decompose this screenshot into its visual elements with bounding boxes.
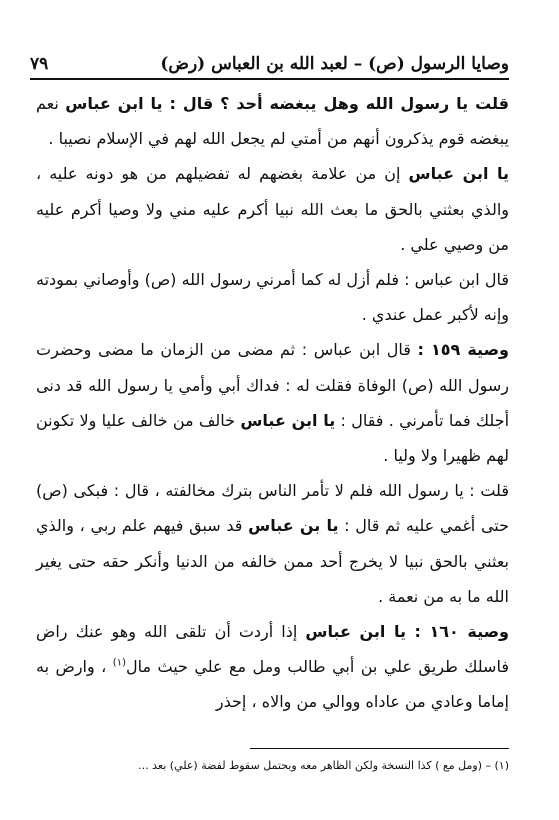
emphasis-text: وصية ١٥٩ : <box>417 340 509 360</box>
paragraph-text: قلت : يا رسول الله فلم لا تأمر الناس بترك مخالفته ، قال : فبكى (ص) حتى أغمي عليه ثم قال : <box>36 481 510 536</box>
page-header <box>30 44 509 74</box>
paragraph-text: خالف من خالف عليا ولا تكونن لهم ظهيرا ولا وليا . <box>36 410 509 466</box>
paragraph-text: نعم يبغضه قوم يذكرون أنهم من أمتي لم يجعل الله لهم في الإسلام نصيبا . <box>36 94 509 149</box>
emphasis-text: يا ابن عباس <box>65 94 163 113</box>
paragraph-text: قال ابن عباس : فلم أزل له كما أمرني رسول الله (ص) وأوصاني بمودته وإنه لأكبر عمل عندي . <box>36 270 509 325</box>
paragraph-text: قد سبق فيهم علم ربي ، والذي بعثني بالحق نبيا لا يخرج أحد ممن خالفه من الدنيا وأنكر حقه حتى يغير الله ما به من نعمة . <box>36 516 509 606</box>
footnote: (١) – (ومل مع ) كذا النسخة ولكن الظاهر معه ويحتمل سقوط لفضة (علي) بعد ... <box>138 759 509 772</box>
paragraph-text: إن من علامة بغضهم له تفضيلهم من هو دونه عليه ، والذي بعثني بالحق ما بعث الله نبيا أكرم عليه مني ولا وصيا أكرم عليه من وصيي علي . <box>36 164 509 254</box>
emphasis-text: يا بن عباس <box>248 516 339 536</box>
paragraph <box>36 156 509 262</box>
header-rule <box>30 78 509 80</box>
body-text <box>36 86 509 720</box>
running-title: وصايا الرسول (ص) – لعبد الله بن العباس (رض) <box>160 54 509 74</box>
paragraph-text: ، وارض به إماما وعادي من عاداه ووالي من والاه ، إحذر <box>36 657 509 712</box>
paragraph <box>36 262 509 332</box>
paragraph-text: قال ابن عباس : ثم مضى من الزمان ما مضى وحضرت رسول الله (ص) الوفاة فقلت له : فداك أبي وأمي يا رسول الله قد دنى أجلك فما تأمرني . فقال : <box>36 340 510 430</box>
paragraph <box>36 86 509 156</box>
paragraph <box>36 473 509 614</box>
footnote-rule <box>250 748 509 749</box>
emphasis-text: وصية ١٦٠ : يا ابن عباس <box>305 622 510 642</box>
emphasis-text: يا ابن عباس <box>240 410 336 430</box>
emphasis-text: يا ابن عباس <box>408 164 510 184</box>
footnote-marker: (١) <box>112 657 126 669</box>
page-number: ٧٩ <box>30 54 49 74</box>
paragraph-text: إذا أردت أن تلقى الله وهو عنك راض فاسلك طريق علي بن أبي طالب ومل مع علي حيث مال <box>36 622 509 677</box>
paragraph <box>36 614 509 720</box>
paragraph-text: قلت يا رسول الله وهل يبغضه أحد ؟ قال : <box>162 94 510 113</box>
paragraph <box>36 332 509 473</box>
